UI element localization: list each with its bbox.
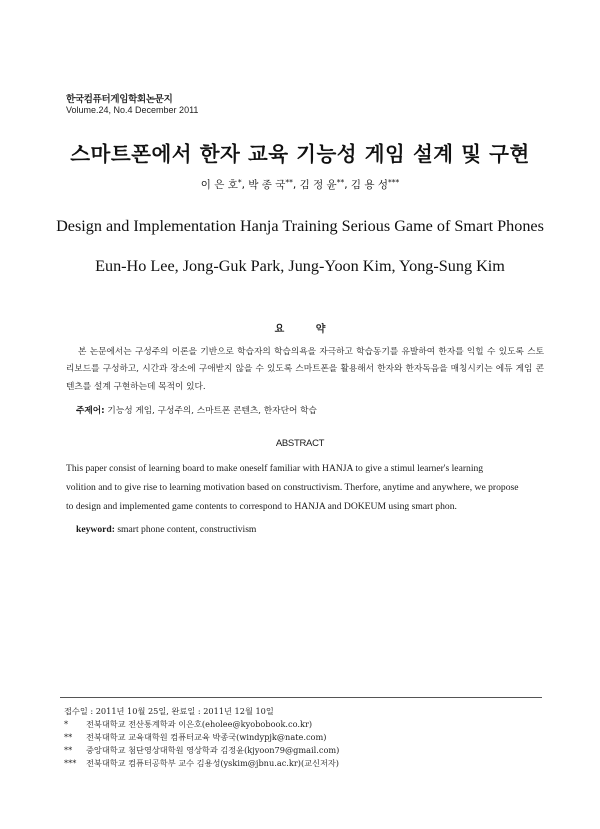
journal-header — [66, 94, 198, 116]
footnote-text: 중앙대학교 첨단영상대학원 영상학과 김정윤(kjyoon79@gmail.com) — [86, 745, 340, 755]
korean-abstract-body — [66, 344, 544, 396]
english-abstract-line: volition and to give rise to learning motivation based on constructivism. Therfore, anytime and anywhere, we propose — [66, 482, 519, 494]
author-name: 이 은 호 — [200, 179, 238, 191]
footnote-mark: *** — [64, 758, 77, 768]
korean-keyword-list: 기능성 게임, 구성주의, 스마트폰 콘텐츠, 한자단어 학습 — [107, 406, 317, 416]
footnote-author-1 — [64, 718, 544, 731]
footnote-mark: ** — [64, 732, 73, 742]
footnotes — [64, 705, 544, 770]
footnote-mark: ** — [64, 745, 73, 755]
korean-keyword-label: 주제어: — [76, 406, 105, 416]
footnote-author-3 — [64, 744, 544, 757]
author-name: 김 용 성 — [350, 179, 388, 191]
journal-volume: Volume.24, No.4 December 2011 — [66, 105, 199, 115]
english-keyword-label: keyword: — [76, 524, 115, 535]
journal-name: 한국컴퓨터게임학회논문지 — [66, 94, 173, 105]
author-name: 박 종 국 — [248, 179, 286, 191]
english-keywords — [76, 524, 256, 535]
korean-abstract-text: 본 논문에서는 구성주의 이론을 기반으로 학습자의 학습의욕을 자극하고 학습동기를 유발하여 한자를 익힐 수 있도록 스토리보드를 구성하고, 시간과 장소에 구애받지 않을 수 있도록 스마트폰을 활용해서 한자와 한자독음을 매칭시키는 에듀 게임 콘텐츠를 설계 구현하는데 목적이 있다. — [66, 347, 544, 392]
english-keyword-list: smart phone content, constructivism — [117, 524, 257, 535]
footnote-text: 접수일 : 2011년 10월 25일, 완료일 : 2011년 12월 10일 — [64, 706, 274, 716]
author-name: 김 정 윤 — [299, 179, 337, 191]
footnote-text: 전북대학교 컴퓨터공학부 교수 김용성(yskim@jbnu.ac.kr)(교신저자) — [86, 758, 339, 768]
korean-authors: 이 은 호*, 박 종 국**, 김 정 윤**, 김 용 성*** — [200, 178, 400, 191]
footnote-text: 전북대학교 교육대학원 컴퓨터교육 박종국(windypjk@nate.com) — [86, 732, 327, 742]
english-abstract-line: to design and implemented game contents to correspond to HANJA and DOKEUM using smart phon. — [66, 501, 457, 513]
korean-abstract-heading: 요 약 — [274, 324, 340, 335]
footnote-author-2 — [64, 731, 544, 744]
footnote-text: 전북대학교 전산통계학과 이은호(eholee@kyobobook.co.kr) — [86, 719, 313, 729]
korean-keywords — [76, 404, 317, 416]
footnote-author-4 — [64, 757, 544, 770]
english-abstract-body — [66, 459, 544, 517]
english-authors: Eun-Ho Lee, Jong-Guk Park, Jung-Yoon Kim, Yong-Sung Kim — [95, 257, 505, 275]
footnote-divider — [60, 697, 542, 698]
author-mark: ** — [336, 178, 345, 187]
english-title: Design and Implementation Hanja Training Serious Game of Smart Phones — [56, 217, 544, 235]
author-mark: *** — [388, 178, 400, 187]
korean-title: 스마트폰에서 한자 교육 기능성 게임 설계 및 구현 — [70, 142, 530, 166]
english-abstract-heading: ABSTRACT — [275, 438, 325, 449]
footnote-mark: * — [64, 719, 69, 729]
author-mark: * — [237, 178, 242, 187]
author-mark: ** — [285, 178, 293, 187]
footnote-received — [64, 705, 544, 718]
english-abstract-line: This paper consist of learning board to make oneself familiar with HANJA to give a stimul learner's learning — [66, 463, 484, 474]
